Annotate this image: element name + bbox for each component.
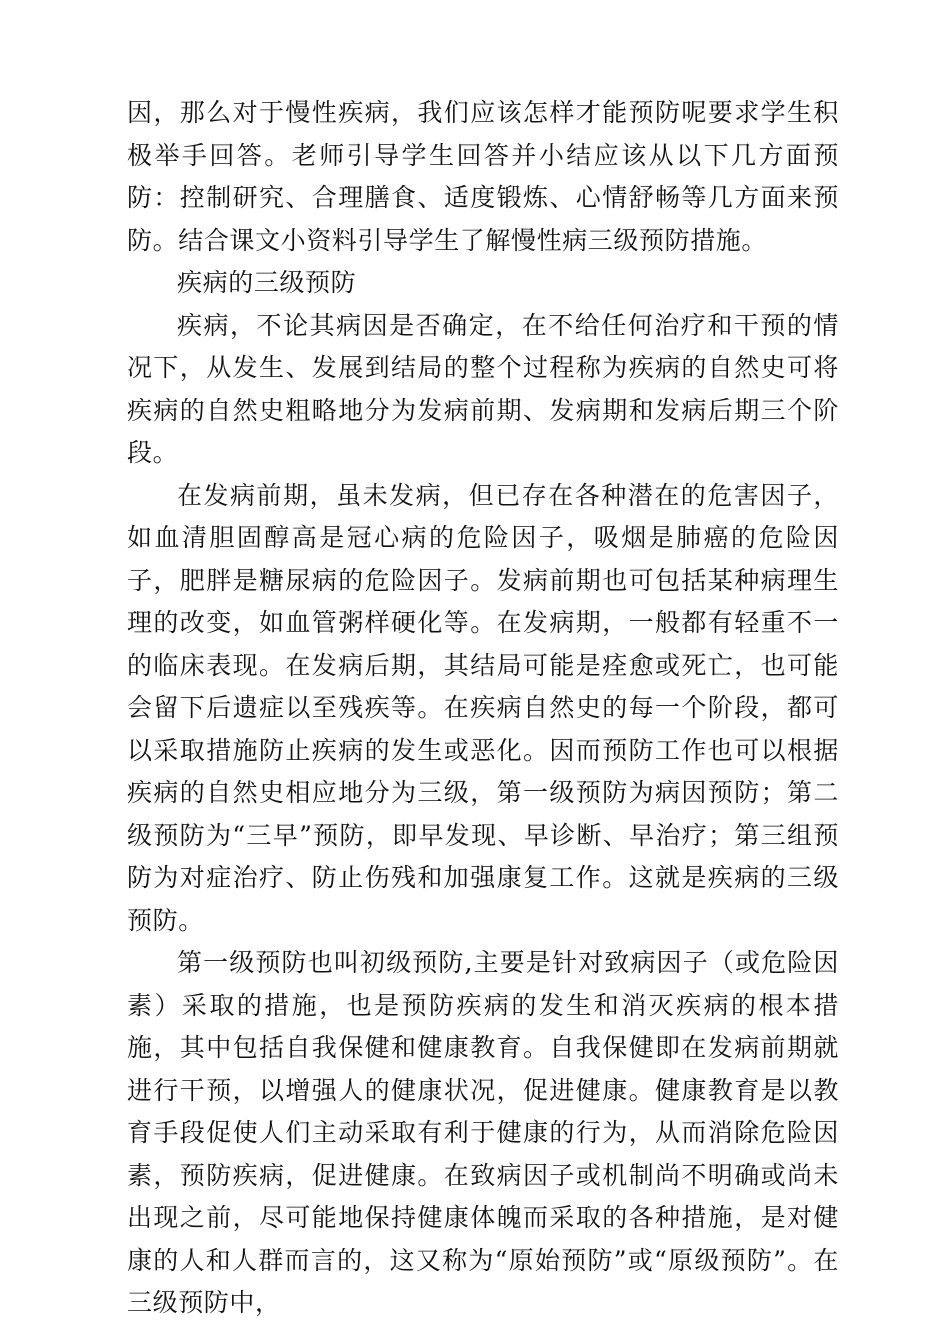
paragraph-continuation: 因，那么对于慢性疾病，我们应该怎样才能预防呢要求学生积极举手回答。老师引导学生回答并小结应该从以下几方面预防：控制研究、合理膳食、适度锻炼、心情舒畅等几方面来预防。结合课文小资料引导学生了解慢性病三级预防措施。	[127, 98, 839, 255]
paragraph-disease-stages: 在发病前期，虽未发病，但已存在各种潜在的危害因子，如血清胆固醇高是冠心病的危险因子，吸烟是肺癌的危险因子，肥胖是糖尿病的危险因子。发病前期也可包括某种病理生理的改变，如血管粥样硬化等。在发病期，一般都有轻重不一的临床表现。在发病后期，其结局可能是痊愈或死亡，也可能会留下后遗症以至残疾等。在疾病自然史的每一个阶段，都可以采取措施防止疾病的发生或恶化。因而预防工作也可以根据疾病的自然史相应地分为三级，第一级预防为病因预防；第二级预防为“三早”预防，即早发现、早诊断、早治疗；第三组预防为对症治疗、防止伤残和加强康复工作。这就是疾病的三级预防。	[127, 480, 839, 935]
paragraph-natural-history: 疾病，不论其病因是否确定，在不给任何治疗和干预的情况下，从发生、发展到结局的整个过程称为疾病的自然史可将疾病的自然史粗略地分为发病前期、发病期和发病后期三个阶段。	[127, 310, 839, 467]
paragraph-primary-prevention: 第一级预防也叫初级预防,主要是针对致病因子（或危险因素）采取的措施，也是预防疾病的发生和消灭疾病的根本措施，其中包括自我保健和健康教育。自我保健即在发病前期就进行干预，以增强人的健康状况，促进健康。健康教育是以教育手段促使人们主动采取有利于健康的行为，从而消除危险因素，预防疾病，促进健康。在致病因子或机制尚不明确或尚未出现之前，尽可能地保持健康体魄而采取的各种措施，是对健康的人和人群而言的，这又称为“原始预防”或“原级预防”。在三级预防中，	[127, 948, 839, 1317]
section-heading: 疾病的三级预防	[177, 268, 357, 297]
document-body	[127, 92, 839, 1325]
